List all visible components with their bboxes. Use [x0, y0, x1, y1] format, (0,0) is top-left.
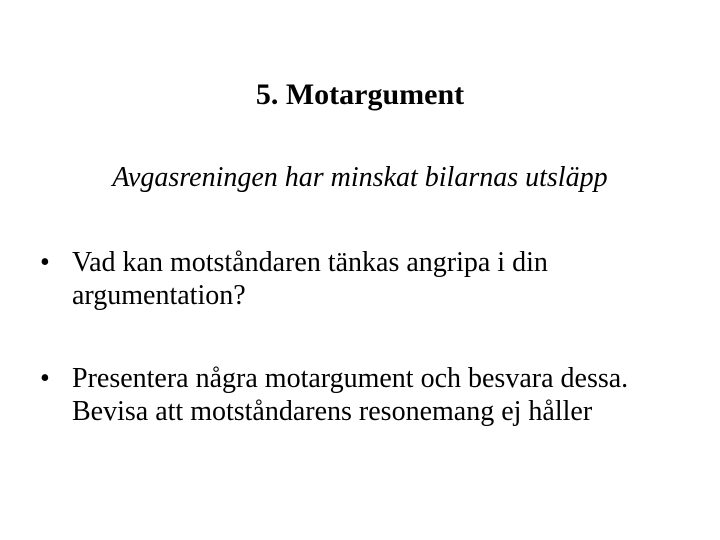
bullet-item: [40, 246, 690, 312]
bullet-item: [40, 362, 690, 428]
bullet-text: Vad kan motståndaren tänkas angripa i din argumentation?: [72, 247, 548, 311]
bullet-list: [40, 246, 690, 428]
bullet-text: Presentera några motargument och besvara dessa. Bevisa att motståndarens resonemang ej håller: [72, 363, 629, 427]
slide-subtitle: Avgasreningen har minskat bilarnas utsläpp: [112, 162, 608, 193]
bullet-icon: •: [40, 363, 50, 394]
slide-title: 5. Motargument: [255, 78, 465, 111]
bullet-icon: •: [40, 247, 50, 278]
